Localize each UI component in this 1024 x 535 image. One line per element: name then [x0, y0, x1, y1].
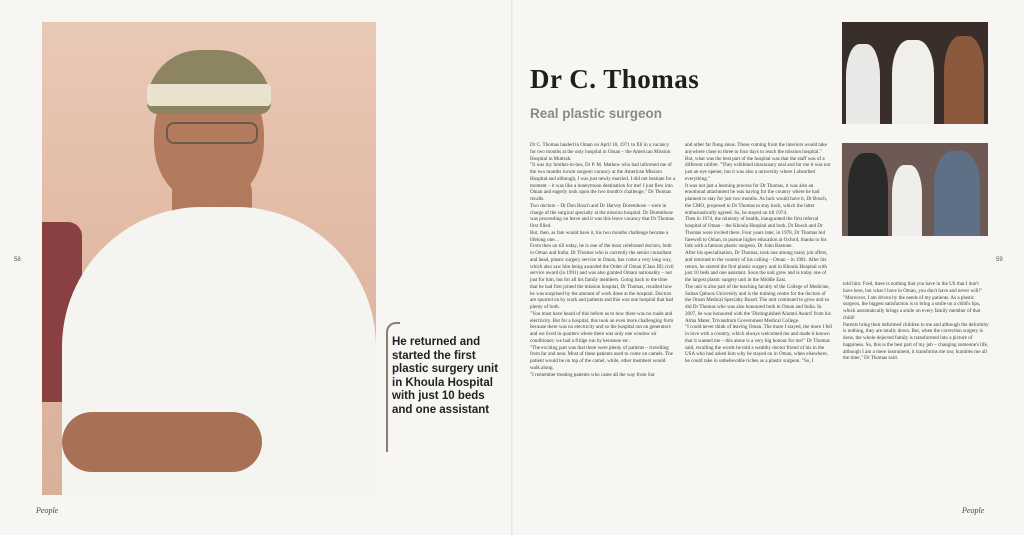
photo-cap-band	[147, 84, 271, 106]
page-gutter	[511, 0, 513, 535]
photo-figure	[848, 153, 888, 236]
paragraph: The unit is also part of the teaching faculty of the College of Medicine, Sultan Qaboos University and is the training centre for the doctors of the Oman Medical Specialty Board. The unit continued to grow and so did Dr Thomas who was also honoured both in Oman and India. In 2007, he was honoured with the 'Distinguished Alumni Award' from his Alma Mater, Trivandrum Government Medical College.	[685, 283, 831, 324]
paragraph: Then in 1974, the ministry of health, inaugurated the first referral hospital of Oman – the Khoula Hospital and both, Dr Bosch and Dr Thomas were invited there. Four years later, in 1978, Dr Thomas bid farewell to Oman, to pursue higher education at Oxford, thanks to his link with a famous plastic surgeon, Dr John Bastone.	[685, 216, 827, 250]
pull-quote: He returned and started the first plastic surgery unit in Khoula Hospital with just 10 beds and one assistant	[392, 336, 499, 416]
article-title: Dr C. Thomas	[530, 64, 700, 94]
photo-figure	[944, 36, 984, 124]
paragraph: But, then, as fate would have it, his two months challenge became a lifelong one…	[530, 229, 669, 243]
paragraph: From then on till today, he is one of the most celebrated doctors, both in Oman and India. Dr Thomas who is currently the senior consultant and head, plastic surgery service in Oman, has come a very long way, which also saw him being awarded the Order of Oman (Class III) civil service award (in 1991) and was also granted Omani nationality – not just for him, but for all his family members. Going back to the time that he had first joined the mission hospital, Dr Thomas, recalled how he was surprised by the amount of work done at the hospital. Doctors are spurred on by work and patients and this was one hospital that had plenty of both.	[530, 243, 674, 310]
magazine-logo-left: People	[36, 506, 59, 515]
paragraph: told him: Fred, there is nothing that you have in the US that I don't have here, but what I have in Oman, you don't have and never will!"	[843, 281, 983, 294]
paragraph: "It was my brother-in-law, Dr P. M. Mathew who had informed me of the two months locum surgeon vacancy at the American Mission Hospital and although, I was just newly married, I did not hesitate for a moment – it was like a honeymoon destination for me! I just flew into Oman and eagerly took upon the two month's challenge," Dr Thomas recalls.	[530, 162, 676, 202]
paragraph: After his specialisation, Dr Thomas, took one among many job offers, and returned to the country of his calling – Oman – in 1981. After his return, he started the first plastic surgery unit in Khoula Hospital with just 10 beds and one assistant. Soon the unit grew and is today one of the largest plastic surgery unit in the Middle East.	[685, 250, 828, 283]
paragraph: But, what was the best part of the hospital was that the staff was of a different calibre. "They exhibited missionary zeal and for me it was not just an eye opener, but it was also a university where I absorbed everything."	[685, 155, 831, 182]
photo-figure	[892, 40, 934, 124]
paragraph: "I could never think of leaving Oman. The more I stayed, the more I fell in love with a country, which always welcomed me and made it known that it wanted me – this alone is a very big honour for me!" Dr Thomas said, recalling the words he told a wealthy doctor friend of his in the USA who had asked him why he stayed on in Oman, when elsewhere, he could rake in unbelievable riches as a plastic surgeon. "So, I	[685, 324, 833, 364]
paragraph: Dr C. Thomas landed in Oman on April 18, 1971 to fill in a vacancy for two months at the only hospital in Oman – the American Mission Hospital in Muttrah.	[530, 142, 671, 162]
paragraph: and other far flung areas. Those coming from the interiors would take anywhere close to three to four days to reach the mission hospital."	[685, 142, 827, 155]
magazine-logo-right: People	[962, 506, 985, 515]
photo-glasses	[166, 122, 258, 144]
photo-hands	[62, 412, 262, 472]
photo-ceremony-2	[842, 143, 988, 236]
article-subtitle: Real plastic surgeon	[530, 106, 663, 121]
portrait-photo	[42, 22, 376, 495]
photo-ceremony-1	[842, 22, 988, 124]
text-column-1	[530, 142, 676, 378]
paragraph: "Moreover, I am driven by the needs of my patients. As a plastic surgeon, the biggest satisfaction is to bring a smile on a child's lips, which automatically brings a smile on every family member of that child!	[843, 294, 981, 321]
paragraph: Two doctors – Dr Don Bosch and Dr Harvey Doremhose – were in charge of the surgical specialty at the mission hospital. Dr Doremhose was proceeding on leave and it was this leave vacancy that Dr Thomas first filled.	[530, 202, 674, 229]
paragraph: "You must have heard of this before as to how there was no roads and electricity. But for a hospital, this took an even more challenging form because there was no electricity and so the hospital ran on generators and we lived in quarters where there was only one window air conditioner; we had a fridge run by kerosene etc.	[530, 310, 674, 344]
photo-figure	[934, 151, 980, 236]
page-number-left: 58	[14, 257, 21, 263]
paragraph: "I remember treating patients who came all the way from Sur	[530, 371, 655, 378]
text-column-2	[685, 142, 833, 365]
photo-figure	[846, 44, 880, 124]
paragraph: It was not just a learning process for Dr Thomas, it was also an emotional attachment he was having for the country where he had planned to stay for just two months. As luck would have it, Dr Bosch, the CMO, proposed to Dr Thomas to stay back, which the latter enthusiastically agreed. So, he stayed on till 1974.	[685, 182, 828, 216]
paragraph: Parents bring their deformed children to me and although the deformity is nothing, they are totally down. But, when the correction surgery is done, the whole dejected family is transformed into a picture of happiness. So, this is the best part of my job – changing someone's life, although I am a mere instrument, it transforms me too; humbles me all the time," Dr Thomas said.	[843, 321, 989, 362]
text-column-3	[843, 281, 989, 362]
page-number-right: 59	[996, 257, 1003, 263]
photo-figure	[892, 165, 922, 236]
paragraph: "The exciting part was that there were plenty of patients – travelling from far and near. Most of these patients used to come on camels. The patient would be on top of the camel, while, other members would walk along.	[530, 344, 673, 371]
